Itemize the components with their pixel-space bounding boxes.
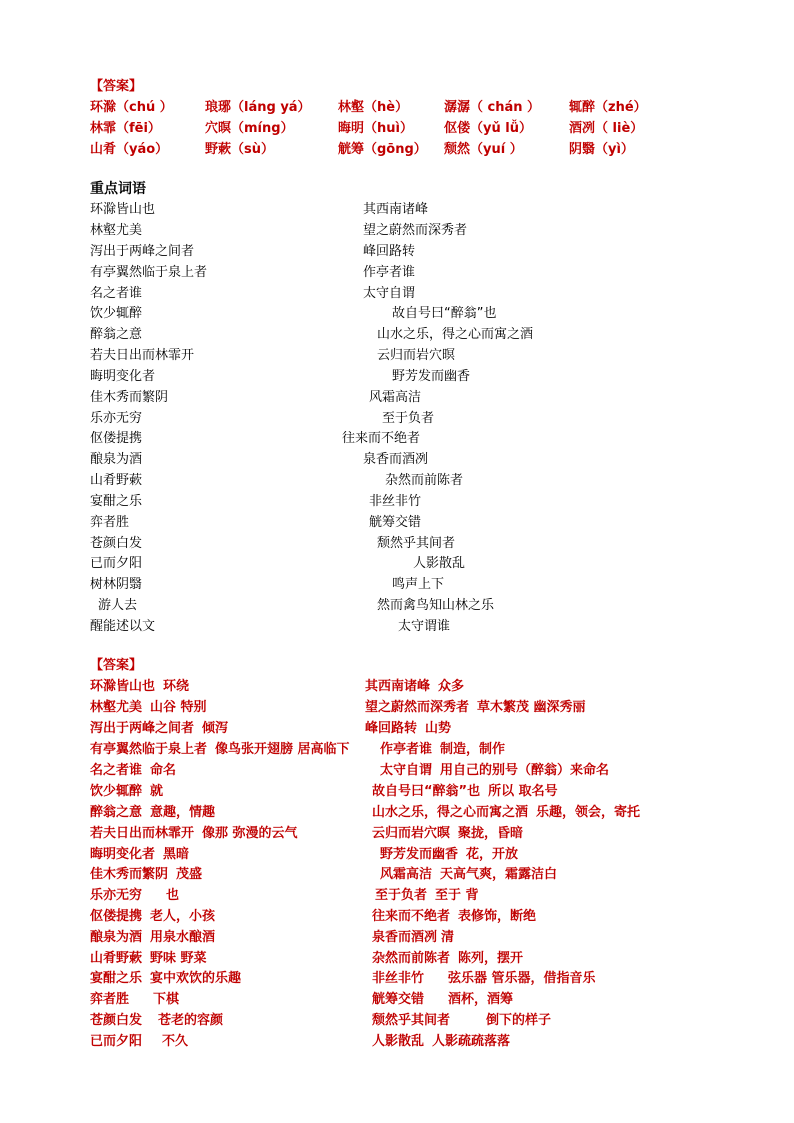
pinyin-item: 伛偻（yǔ lǚ） xyxy=(444,121,532,136)
answer-term: 山肴野蔌 xyxy=(90,951,143,966)
term-left: 树林阴翳 xyxy=(90,577,143,592)
pinyin-item: 酒冽（ liè） xyxy=(569,121,644,136)
answer-meaning: 表修饰，断绝 xyxy=(458,909,537,924)
answer-right xyxy=(365,697,586,718)
answer-meaning: 老人，小孩 xyxy=(150,909,216,924)
answer-term: 名之者谁 xyxy=(90,763,143,778)
answer-term: 往来而不绝者 xyxy=(372,909,451,924)
answer-term: 弈者胜 xyxy=(90,992,130,1007)
answer-meaning: 就 xyxy=(150,784,164,799)
answer-term: 人影散乱 xyxy=(372,1034,425,1049)
term-left: 已而夕阳 xyxy=(90,556,143,571)
pinyin-item: 琅琊（láng yá） xyxy=(205,100,311,115)
answer-right xyxy=(372,906,536,927)
answer-term: 酿泉为酒 xyxy=(90,930,143,945)
answer-term: 佳木秀而繁阴 xyxy=(90,867,169,882)
answer-meaning: 倒下的样子 xyxy=(486,1013,552,1028)
term-left: 饮少辄醉 xyxy=(90,306,143,321)
answer-term: 宴酣之乐 xyxy=(90,971,143,986)
pinyin-row xyxy=(90,118,750,139)
answer-meaning: 清 xyxy=(441,930,455,945)
term-right: 太守谓谁 xyxy=(398,619,451,634)
answer-right xyxy=(372,802,640,823)
answer-meaning: 乐趣，领会，寄托 xyxy=(536,805,641,820)
answer-meaning: 苍老的容颜 xyxy=(158,1013,224,1028)
answer-right xyxy=(372,948,523,969)
answer-left xyxy=(90,885,179,906)
term-left: 佳木秀而繁阴 xyxy=(90,390,169,405)
pinyin-item: 颓然（yuí ） xyxy=(444,142,523,157)
answer-term: 故自号曰“醉翁”也 xyxy=(372,784,481,799)
term-right: 峰回路转 xyxy=(363,244,416,259)
answer-meaning: 天高气爽，霜露洁白 xyxy=(440,867,558,882)
answer-left xyxy=(90,968,241,989)
answer-meaning: 花，开放 xyxy=(466,847,519,862)
answer-meaning: 命名 xyxy=(150,763,177,778)
answer-term: 颓然乎其间者 xyxy=(372,1013,451,1028)
answer-right xyxy=(372,1031,510,1052)
answer-meaning: 草木繁茂 幽深秀丽 xyxy=(477,700,586,715)
answer-term: 环滁皆山也 xyxy=(90,679,156,694)
answer-meaning: 黑暗 xyxy=(163,847,190,862)
answer-right xyxy=(380,864,557,885)
answer-term: 泉香而酒冽 xyxy=(372,930,438,945)
pinyin-item: 穴暝（míng） xyxy=(205,121,294,136)
answer-meaning: 像那 弥漫的云气 xyxy=(202,826,298,841)
pinyin-item: 晦明（huì） xyxy=(338,121,413,136)
answer-meaning: 酒杯，酒筹 xyxy=(448,992,514,1007)
term-right: 杂然而前陈者 xyxy=(385,473,464,488)
answer-term: 苍颜白发 xyxy=(90,1013,143,1028)
answer-left xyxy=(90,739,350,760)
term-right: 觥筹交错 xyxy=(369,515,422,530)
pinyin-item: 林壑（hè） xyxy=(338,100,409,115)
answer-meaning: 意趣，情趣 xyxy=(150,805,216,820)
answer-meaning: 聚拢，昏暗 xyxy=(458,826,524,841)
term-left: 林壑尤美 xyxy=(90,223,143,238)
answer-right xyxy=(365,676,464,697)
pinyin-item: 山肴（yáo） xyxy=(90,142,169,157)
term-left: 宴酣之乐 xyxy=(90,494,143,509)
term-right: 山水之乐，得之心而寓之酒 xyxy=(377,327,534,342)
term-left: 乐亦无穷 xyxy=(90,411,143,426)
term-right: 作亭者谁 xyxy=(363,265,416,280)
pinyin-item: 环滁（chú ） xyxy=(90,100,173,115)
answer-term: 风霜高洁 xyxy=(380,867,433,882)
pinyin-row xyxy=(90,97,750,118)
answer-meaning: 倾泻 xyxy=(202,721,229,736)
term-left: 晦明变化者 xyxy=(90,369,156,384)
answer-term: 有亭翼然临于泉上者 xyxy=(90,742,208,757)
answer-left xyxy=(90,718,228,739)
term-right: 往来而不绝者 xyxy=(342,431,421,446)
term-left: 若夫日出而林霏开 xyxy=(90,348,195,363)
answer-left xyxy=(90,1010,223,1031)
answer-meaning: 也 xyxy=(166,888,180,903)
term-left: 弈者胜 xyxy=(90,515,130,530)
term-right: 其西南诸峰 xyxy=(363,202,429,217)
answer-meaning: 山势 xyxy=(425,721,452,736)
section-title: 重点词语 xyxy=(90,181,146,197)
answer-meaning: 人影疏疏落落 xyxy=(432,1034,511,1049)
answer-term: 伛偻提携 xyxy=(90,909,143,924)
term-left: 名之者谁 xyxy=(90,286,143,301)
answer-term: 林壑尤美 xyxy=(90,700,143,715)
pinyin-item: 野蔌（sù） xyxy=(205,142,274,157)
answer-meaning: 野味 野菜 xyxy=(150,951,207,966)
pinyin-item: 阴翳（yì） xyxy=(569,142,634,157)
answer-meaning: 环绕 xyxy=(163,679,190,694)
answer-left xyxy=(90,844,189,865)
answer-meaning: 用泉水酿酒 xyxy=(150,930,216,945)
answer-left xyxy=(90,927,215,948)
answer-term: 醉翁之意 xyxy=(90,805,143,820)
answer-term: 山水之乐，得之心而寓之酒 xyxy=(372,805,529,820)
answer-left xyxy=(90,802,215,823)
answer-right xyxy=(365,718,451,739)
answer-term: 太守自谓 xyxy=(380,763,433,778)
answer-right xyxy=(372,781,558,802)
answer-term: 作亭者谁 xyxy=(380,742,433,757)
answer-term: 野芳发而幽香 xyxy=(380,847,459,862)
term-right: 泉香而酒冽 xyxy=(363,452,429,467)
answer-label: 【答案】 xyxy=(90,658,143,673)
answer-right xyxy=(372,927,454,948)
answer-meaning: 山谷 特别 xyxy=(150,700,207,715)
answer-meaning: 茂盛 xyxy=(176,867,203,882)
answer-meaning: 像鸟张开翅膀 居高临下 xyxy=(215,742,350,757)
term-left: 泻出于两峰之间者 xyxy=(90,244,195,259)
term-left: 有亭翼然临于泉上者 xyxy=(90,265,208,280)
answer-term: 乐亦无穷 xyxy=(90,888,143,903)
answer-term: 觥筹交错 xyxy=(372,992,425,1007)
answer-meaning: 众多 xyxy=(438,679,465,694)
pinyin-item: 辄醉（zhé） xyxy=(569,100,647,115)
answer-right xyxy=(372,968,596,989)
answer-term: 晦明变化者 xyxy=(90,847,156,862)
term-right: 非丝非竹 xyxy=(369,494,422,509)
answer-left xyxy=(90,823,298,844)
answer-term: 峰回路转 xyxy=(365,721,418,736)
answer-left xyxy=(90,948,207,969)
term-left: 醒能述以文 xyxy=(90,619,156,634)
answer-term: 望之蔚然而深秀者 xyxy=(365,700,470,715)
term-right: 人影散乱 xyxy=(413,556,466,571)
term-left: 伛偻提携 xyxy=(90,431,143,446)
answer-term: 杂然而前陈者 xyxy=(372,951,451,966)
answer-meaning: 用自己的别号（醉翁）来命名 xyxy=(440,763,610,778)
answer-meaning: 下棋 xyxy=(153,992,180,1007)
pinyin-item: 觥筹（gōng） xyxy=(338,142,427,157)
answer-left xyxy=(90,676,189,697)
answer-meaning: 制造，制作 xyxy=(440,742,506,757)
pinyin-row xyxy=(90,139,750,160)
term-right: 然而禽鸟知山林之乐 xyxy=(377,598,495,613)
term-left: 山肴野蔌 xyxy=(90,473,143,488)
term-left: 酿泉为酒 xyxy=(90,452,143,467)
answer-label: 【答案】 xyxy=(90,79,143,94)
answer-term: 非丝非竹 xyxy=(372,971,425,986)
answer-term: 泻出于两峰之间者 xyxy=(90,721,195,736)
answer-left xyxy=(90,760,176,781)
answer-right xyxy=(372,823,523,844)
term-right: 颓然乎其间者 xyxy=(377,536,456,551)
term-right: 云归而岩穴暝 xyxy=(377,348,456,363)
answer-term: 云归而岩穴暝 xyxy=(372,826,451,841)
answer-meaning: 所以 取名号 xyxy=(488,784,558,799)
pinyin-item: 潺潺（ chán ） xyxy=(444,100,541,115)
answer-right xyxy=(372,1010,551,1031)
answer-right xyxy=(372,989,513,1010)
answer-left xyxy=(90,864,202,885)
answer-term: 若夫日出而林霏开 xyxy=(90,826,195,841)
answer-meaning: 至于 背 xyxy=(435,888,479,903)
answer-left xyxy=(90,781,163,802)
answer-term: 其西南诸峰 xyxy=(365,679,431,694)
term-left: 游人去 xyxy=(98,598,138,613)
answer-right xyxy=(375,885,479,906)
answer-right xyxy=(380,760,609,781)
answer-right xyxy=(380,739,505,760)
term-left: 环滁皆山也 xyxy=(90,202,156,217)
answer-meaning: 弦乐器 管乐器，借指音乐 xyxy=(448,971,596,986)
answer-left xyxy=(90,906,215,927)
answer-meaning: 不久 xyxy=(162,1034,189,1049)
answer-meaning: 宴中欢饮的乐趣 xyxy=(150,971,242,986)
answer-term: 已而夕阳 xyxy=(90,1034,143,1049)
term-right: 望之蔚然而深秀者 xyxy=(363,223,468,238)
term-left: 苍颜白发 xyxy=(90,536,143,551)
answer-left xyxy=(90,1031,188,1052)
answer-right xyxy=(380,844,518,865)
term-right: 风霜高洁 xyxy=(369,390,422,405)
answer-term: 饮少辄醉 xyxy=(90,784,143,799)
term-right: 至于负者 xyxy=(382,411,435,426)
answer-meaning: 陈列，摆开 xyxy=(458,951,524,966)
term-right: 故自号曰“醉翁”也 xyxy=(392,306,497,321)
term-right: 太守自谓 xyxy=(363,286,416,301)
term-right: 鸣声上下 xyxy=(392,577,445,592)
answer-term: 至于负者 xyxy=(375,888,428,903)
answer-left xyxy=(90,989,179,1010)
pinyin-item: 林霏（fēi） xyxy=(90,121,161,136)
term-left: 醉翁之意 xyxy=(90,327,143,342)
answer-left xyxy=(90,697,207,718)
term-right: 野芳发而幽香 xyxy=(392,369,471,384)
